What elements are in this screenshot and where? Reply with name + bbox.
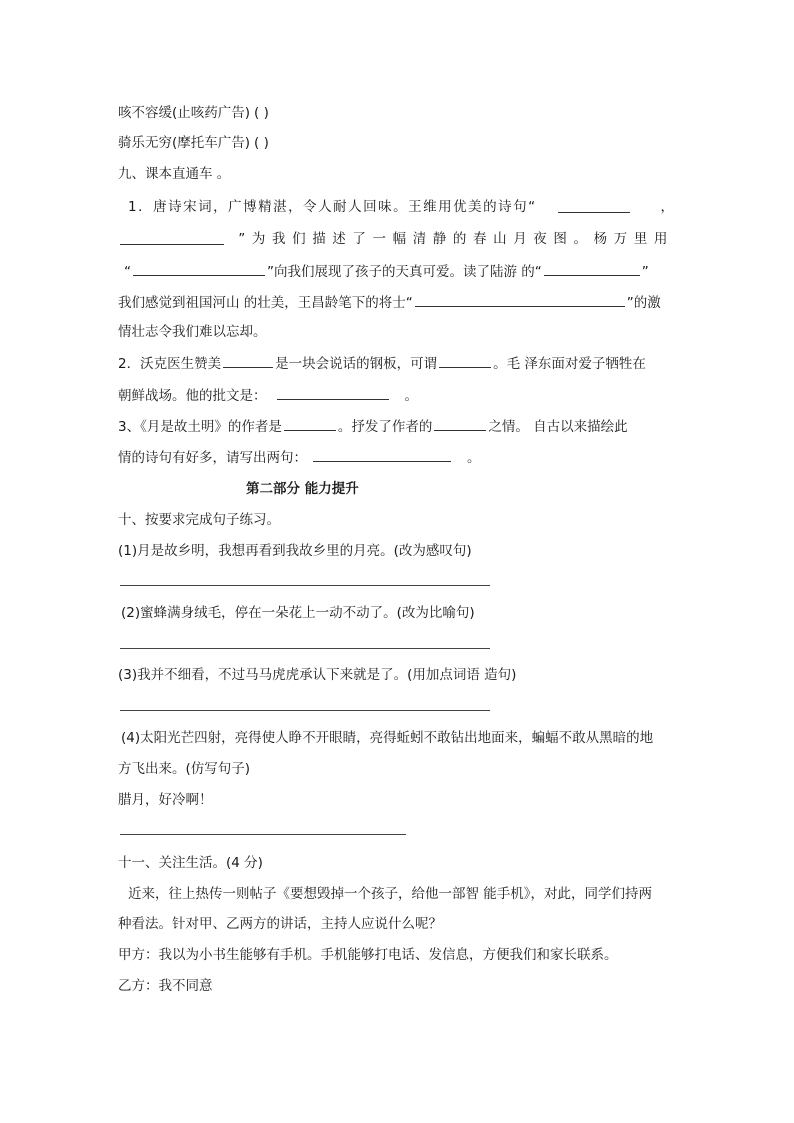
q1-text: ， [660, 199, 674, 215]
q2-line-2 [118, 385, 418, 405]
q3-text: 。 [467, 450, 481, 466]
jia-statement: 甲方：我以为小书生能够有手机。手机能够打电话、发信息，方便我们和家长联系。 [118, 947, 618, 963]
answer-blank[interactable] [313, 447, 451, 462]
q1-line-4 [118, 292, 661, 312]
answer-blank[interactable] [120, 230, 224, 245]
sentence-item-3: (3)我并不细看，不过马马虎虎承认下来就是了。(用加点词语 造句) [118, 667, 517, 683]
q1-text: 我们感觉到祖国河山 的壮美，王昌龄笔下的将士“ [118, 295, 413, 311]
q1-line-1 [128, 198, 674, 216]
q1-text: ”向我们展现了孩子的天真可爱。读了陆游 的“ [267, 264, 542, 280]
section11-heading: 十一、关注生活。(4 分) [118, 855, 263, 871]
part2-title: 第二部分 能力提升 [246, 481, 359, 497]
sentence-item-4: (4)太阳光芒四射，亮得使人睁不开眼睛，亮得蚯蚓不敢钻出地面来，蝙蝠不敢从黑暗的地 [121, 730, 654, 746]
answer-blank[interactable] [223, 353, 273, 368]
q2-text: 2．沃克医生赞美 [118, 356, 222, 372]
ad-line-2 [118, 134, 269, 152]
answer-paren[interactable]: ( ) [254, 135, 269, 151]
section9-heading: 九、课本直通车 。 [118, 166, 231, 182]
answer-paren[interactable]: ( ) [254, 105, 269, 121]
q3-text: 情的诗句有好多，请写出两句： [118, 450, 307, 466]
answer-blank[interactable] [434, 416, 486, 431]
yi-statement: 乙方：我不同意 [118, 978, 213, 994]
q2-line-1 [118, 353, 646, 373]
example-sentence: 腊月，好冷啊！ [118, 792, 213, 808]
answer-blank[interactable] [133, 261, 265, 276]
ad-line-1 [118, 104, 269, 122]
answer-blank[interactable] [439, 353, 491, 368]
answer-line[interactable] [120, 834, 406, 835]
q1-line-5: 情壮志令我们难以忘却。 [118, 324, 267, 340]
sentence-item-4-cont: 方飞出来。(仿写句子) [118, 761, 251, 777]
q3-text: 之情。 自古以来描绘此 [488, 419, 628, 435]
answer-line[interactable] [120, 710, 490, 711]
answer-blank[interactable] [277, 385, 389, 400]
q2-text: 朝鲜战场。他的批文是： [118, 388, 267, 404]
answer-blank[interactable] [284, 416, 336, 431]
q2-text: 。 [404, 388, 418, 404]
section10-heading: 十、按要求完成句子练习。 [118, 512, 280, 528]
q2-text: 。毛 泽东面对爱子牺牲在 [493, 356, 646, 372]
q2-text: 是一块会说话的钢板，可谓 [275, 356, 438, 372]
answer-line[interactable] [120, 585, 490, 586]
q1-text: ”为我们描述了一幅清静的春山月夜图。杨万里用 [238, 231, 674, 247]
q1-line-3 [118, 261, 649, 281]
q1-line-2 [118, 230, 674, 248]
sentence-item-2: (2)蜜蜂满身绒毛，停在一朵花上一动不动了。(改为比喻句) [121, 605, 475, 621]
answer-line[interactable] [120, 648, 490, 649]
ad-text: 咳不容缓(止咳药广告) [118, 105, 251, 121]
answer-blank[interactable] [415, 292, 625, 307]
q3-line-1 [118, 416, 628, 436]
q1-text: ”的激 [626, 295, 661, 311]
q3-text: 3、《月是故土明》的作者是 [118, 419, 282, 435]
answer-blank[interactable] [558, 198, 630, 213]
ad-text: 骑乐无穷(摩托车广告) [118, 135, 251, 151]
sentence-item-1: (1)月是故乡明，我想再看到我故乡里的月亮。(改为感叹句) [118, 543, 472, 559]
section11-para-2: 种看法。针对甲、乙两方的讲话，主持人应说什么呢？ [118, 916, 442, 932]
q1-text: “ [124, 264, 131, 280]
q1-text: 1．唐诗宋词，广博精湛，令人耐人回味。王维用优美的诗句“ [128, 199, 537, 215]
q3-line-2 [118, 447, 481, 467]
answer-blank[interactable] [544, 261, 640, 276]
q3-text: 。抒发了作者的 [337, 419, 433, 435]
section11-para-1: 近来，往上热传一则帖子《要想毁掉一个孩子，给他一部智 能手机》，对此，同学们持两 [128, 886, 653, 902]
q1-text: ” [641, 264, 649, 280]
